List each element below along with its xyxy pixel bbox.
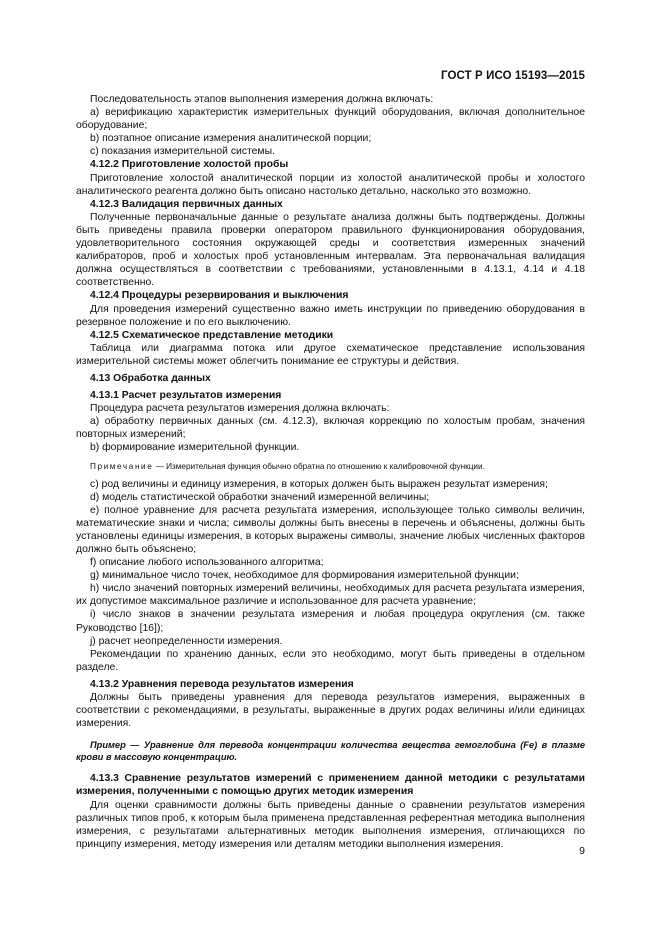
- section-heading-4-12-2: 4.12.2 Приготовление холостой пробы: [90, 159, 289, 171]
- list-item-c: c) показания измерительной системы.: [90, 146, 275, 158]
- section-heading-4-12-5: 4.12.5 Схематическое представление методики: [90, 329, 334, 341]
- note-text: — Измерительная функция обычно обратна по отношению к калибровочной функции.: [153, 461, 485, 471]
- calc-lead: Процедура расчета результатов измерения должна включать:: [90, 403, 390, 415]
- section-heading-4-13-1: 4.13.1 Расчет результатов измерения: [90, 390, 282, 402]
- calc-item-b: b) формирование измерительной функции.: [90, 442, 300, 454]
- calc-item-f: f) описание любого использованного алгоритма;: [90, 557, 324, 569]
- section-text-4-12-2: Приготовление холостой аналитической порции из холостой аналитической пробы и холостого аналитического реагента должно быть описано настолько детально, насколько это возможно.: [76, 172, 585, 197]
- section-heading-4-13-3: 4.13.3 Сравнение результатов измерений с применением данной методики с результатами измерения, полученными с помощью других методик измерения: [76, 773, 585, 798]
- calc-item-h: h) число значений повторных измерений величины, необходимых для расчета результата измерения, их допустимое максимальное различие и использованное для расчета уравнение;: [76, 583, 585, 608]
- calc-item-i: i) число знаков в значении результата измерения и любая процедура округления (см. также Руководство [16]);: [76, 609, 585, 634]
- calc-item-c: c) род величины и единицу измерения, в которых должен быть выражен результат измерения;: [90, 478, 548, 490]
- storage-recommendation: Рекомендации по хранению данных, если это необходимо, могут быть приведены в отдельном разделе.: [76, 648, 585, 673]
- section-text-4-12-4: Для проведения измерений существенно важно иметь инструкции по приведению оборудования в резервное положение и по его выключению.: [76, 303, 585, 328]
- page-number: 9: [579, 845, 585, 857]
- example-text: Пример — Уравнение для перевода концентрации количества вещества гемоглобина (Fe) в плазме крови в массовую концентрацию.: [76, 740, 585, 763]
- page-content: [76, 93, 585, 851]
- calc-item-j: j) расчет неопределенности измерения.: [90, 635, 283, 647]
- list-item-b: b) поэтапное описание измерения аналитической порции;: [90, 133, 372, 145]
- document-code-header: ГОСТ Р ИСО 15193—2015: [440, 70, 585, 82]
- section-text-4-13-2: Должны быть приведены уравнения для перевода результатов измерения, выраженных в соответствии с рекомендациями, в результаты, выраженные в других родах величины и/или единицах измерения.: [76, 692, 585, 730]
- section-text-4-12-5: Таблица или диаграмма потока или другое схематическое представление использования измерительной системы может облегчить понимание ее структуры и действия.: [76, 342, 585, 367]
- list-item-a: а) верификацию характеристик измерительных функций оборудования, включая дополнительное оборудование;: [76, 107, 585, 132]
- calc-item-e: e) полное уравнение для расчета результата измерения, использующее только символы величин, математические знаки и числа; символы должны быть внесены в перечень и объяснены, должны быть установлены единицы измерения, в которых выражены символы, значение любых численных факторов должно быть объяснено;: [76, 504, 585, 555]
- note: [76, 461, 585, 472]
- section-text-4-12-3: Полученные первоначальные данные о результате анализа должны быть подтверждены. Должны быть приведены правила проверки оператором правильного функционирования оборудования, удовлетворительного состояния окружающей среды и соответствия измеренных значений калибраторов, проб и холостых проб установленным интервалам. Эта первоначальная валидация должна осуществляться в соответствии с требованиями, установленными в 4.13.1, 4.14 и 4.18 соответственно.: [76, 211, 585, 289]
- calc-item-d: d) модель статистической обработки значений измеренной величины;: [90, 491, 430, 503]
- section-heading-4-12-4: 4.12.4 Процедуры резервирования и выключения: [90, 290, 349, 302]
- calc-item-a: а) обработку первичных данных (см. 4.12.3), включая коррекцию по холостым пробам, значения повторных измерений;: [76, 416, 585, 441]
- section-text-4-13-3: Для оценки сравнимости должны быть приведены данные о сравнении результатов измерения различных типов проб, к которым была применена представленная референтная методика выполнения измерения, с результатами альтернативных методик выполнения измерения, отличающихся по принципу измерения, методу измерения или деталям методики выполнения измерения.: [76, 799, 585, 850]
- note-label: Примечание: [90, 461, 154, 471]
- section-heading-4-13: 4.13 Обработка данных: [90, 372, 211, 384]
- calc-item-g: g) минимальное число точек, необходимое для формирования измерительной функции;: [90, 570, 519, 582]
- section-heading-4-12-3: 4.12.3 Валидация первичных данных: [90, 198, 283, 210]
- section-heading-4-13-2: 4.13.2 Уравнения перевода результатов измерения: [90, 678, 354, 690]
- steps-lead: Последовательность этапов выполнения измерения должна включать:: [90, 94, 434, 105]
